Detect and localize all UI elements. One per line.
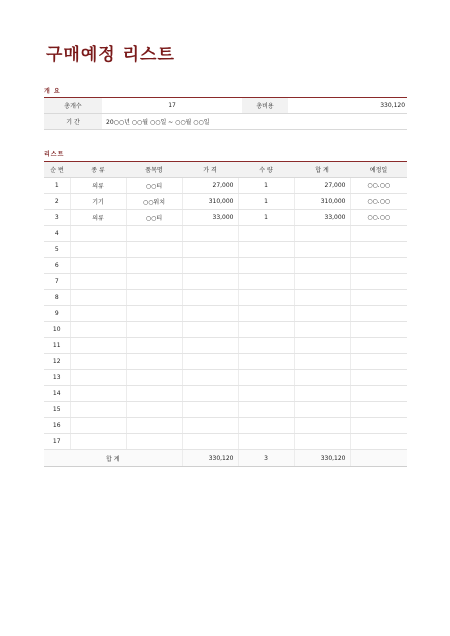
total-cost-value: 330,120 xyxy=(288,98,407,114)
col-header-price: 가 격 xyxy=(182,162,238,178)
total-price: 330,120 xyxy=(182,450,238,467)
total-count-label: 총개수 xyxy=(44,98,102,114)
row-sum xyxy=(294,370,350,386)
row-sum xyxy=(294,354,350,370)
period-label: 기 간 xyxy=(44,114,102,130)
row-item-name xyxy=(126,242,182,258)
row-sum xyxy=(294,242,350,258)
row-type xyxy=(70,226,126,242)
col-header-qty: 수 량 xyxy=(238,162,294,178)
row-date xyxy=(350,322,407,338)
table-row xyxy=(44,354,407,370)
row-type xyxy=(70,434,126,450)
total-date xyxy=(350,450,407,467)
row-item-name: ○○티 xyxy=(126,210,182,226)
row-qty xyxy=(238,338,294,354)
row-number: 17 xyxy=(44,434,70,450)
table-row xyxy=(44,178,407,194)
row-date xyxy=(350,258,407,274)
overview-row-count xyxy=(44,98,407,114)
row-qty xyxy=(238,370,294,386)
row-number: 13 xyxy=(44,370,70,386)
row-type xyxy=(70,306,126,322)
row-price xyxy=(182,274,238,290)
row-date xyxy=(350,226,407,242)
row-qty xyxy=(238,306,294,322)
row-type xyxy=(70,402,126,418)
row-price: 310,000 xyxy=(182,194,238,210)
row-number: 10 xyxy=(44,322,70,338)
row-number: 12 xyxy=(44,354,70,370)
row-number: 14 xyxy=(44,386,70,402)
row-qty xyxy=(238,290,294,306)
row-date xyxy=(350,290,407,306)
row-qty xyxy=(238,274,294,290)
row-qty xyxy=(238,434,294,450)
row-type xyxy=(70,354,126,370)
row-qty: 1 xyxy=(238,178,294,194)
row-date xyxy=(350,354,407,370)
row-price xyxy=(182,402,238,418)
row-number: 8 xyxy=(44,290,70,306)
row-date: ○○.○○ xyxy=(350,210,407,226)
row-item-name xyxy=(126,402,182,418)
overview-row-period xyxy=(44,114,407,130)
row-qty xyxy=(238,226,294,242)
list-header-row xyxy=(44,162,407,178)
total-qty: 3 xyxy=(238,450,294,467)
row-item-name xyxy=(126,290,182,306)
row-item-name xyxy=(126,322,182,338)
table-row xyxy=(44,306,407,322)
row-qty xyxy=(238,242,294,258)
total-label: 합 계 xyxy=(44,450,182,467)
row-date xyxy=(350,274,407,290)
row-price xyxy=(182,370,238,386)
row-item-name xyxy=(126,386,182,402)
row-sum: 33,000 xyxy=(294,210,350,226)
table-row xyxy=(44,434,407,450)
row-type: 의류 xyxy=(70,178,126,194)
row-number: 15 xyxy=(44,402,70,418)
total-cost-label: 총비용 xyxy=(242,98,288,114)
row-item-name xyxy=(126,434,182,450)
table-row xyxy=(44,274,407,290)
row-price xyxy=(182,226,238,242)
row-sum xyxy=(294,274,350,290)
row-item-name xyxy=(126,226,182,242)
row-price xyxy=(182,386,238,402)
overview-section-label: 개 요 xyxy=(44,88,61,95)
row-item-name xyxy=(126,306,182,322)
table-row xyxy=(44,338,407,354)
total-sum: 330,120 xyxy=(294,450,350,467)
row-sum xyxy=(294,306,350,322)
overview-table xyxy=(44,97,407,130)
row-date: ○○.○○ xyxy=(350,178,407,194)
row-qty: 1 xyxy=(238,194,294,210)
table-row xyxy=(44,226,407,242)
col-header-item: 품목명 xyxy=(126,162,182,178)
row-price xyxy=(182,258,238,274)
row-sum xyxy=(294,226,350,242)
row-date: ○○.○○ xyxy=(350,194,407,210)
row-type: 의류 xyxy=(70,210,126,226)
row-number: 7 xyxy=(44,274,70,290)
table-row xyxy=(44,322,407,338)
row-price xyxy=(182,242,238,258)
table-row xyxy=(44,386,407,402)
row-sum xyxy=(294,290,350,306)
row-qty xyxy=(238,354,294,370)
row-price xyxy=(182,434,238,450)
row-type xyxy=(70,322,126,338)
row-number: 3 xyxy=(44,210,70,226)
row-sum xyxy=(294,402,350,418)
row-qty xyxy=(238,322,294,338)
table-row xyxy=(44,290,407,306)
list-section-label: 리스트 xyxy=(44,151,65,158)
row-date xyxy=(350,402,407,418)
row-sum xyxy=(294,338,350,354)
period-value: 20○○년 ○○월 ○○일 ~ ○○월 ○○일 xyxy=(102,114,407,130)
total-count-value: 17 xyxy=(102,98,242,114)
table-row xyxy=(44,194,407,210)
row-type: 기기 xyxy=(70,194,126,210)
row-price xyxy=(182,290,238,306)
row-date xyxy=(350,418,407,434)
row-type xyxy=(70,258,126,274)
row-type xyxy=(70,418,126,434)
row-price xyxy=(182,418,238,434)
row-qty xyxy=(238,258,294,274)
row-number: 1 xyxy=(44,178,70,194)
row-sum xyxy=(294,434,350,450)
row-date xyxy=(350,434,407,450)
table-row xyxy=(44,418,407,434)
row-item-name xyxy=(126,338,182,354)
row-qty xyxy=(238,402,294,418)
row-qty: 1 xyxy=(238,210,294,226)
row-sum xyxy=(294,322,350,338)
table-row xyxy=(44,258,407,274)
list-body xyxy=(44,178,407,467)
row-type xyxy=(70,338,126,354)
purchase-list-table xyxy=(44,161,407,467)
row-qty xyxy=(238,386,294,402)
total-row xyxy=(44,450,407,467)
row-number: 2 xyxy=(44,194,70,210)
row-item-name xyxy=(126,274,182,290)
row-price xyxy=(182,306,238,322)
row-number: 6 xyxy=(44,258,70,274)
row-number: 16 xyxy=(44,418,70,434)
row-item-name xyxy=(126,418,182,434)
row-item-name: ○○티 xyxy=(126,178,182,194)
row-price xyxy=(182,354,238,370)
row-item-name xyxy=(126,258,182,274)
row-date xyxy=(350,242,407,258)
row-item-name: ○○워치 xyxy=(126,194,182,210)
row-price: 27,000 xyxy=(182,178,238,194)
row-type xyxy=(70,274,126,290)
row-price: 33,000 xyxy=(182,210,238,226)
row-sum xyxy=(294,418,350,434)
col-header-no: 순 번 xyxy=(44,162,70,178)
row-date xyxy=(350,386,407,402)
row-date xyxy=(350,370,407,386)
col-header-date: 예정일 xyxy=(350,162,407,178)
row-price xyxy=(182,322,238,338)
row-sum xyxy=(294,386,350,402)
row-sum: 27,000 xyxy=(294,178,350,194)
row-item-name xyxy=(126,370,182,386)
row-number: 11 xyxy=(44,338,70,354)
table-row xyxy=(44,242,407,258)
row-type xyxy=(70,370,126,386)
row-type xyxy=(70,242,126,258)
table-row xyxy=(44,210,407,226)
table-row xyxy=(44,370,407,386)
table-row xyxy=(44,402,407,418)
page-title: 구매예정 리스트 xyxy=(46,45,175,65)
col-header-sum: 합 계 xyxy=(294,162,350,178)
row-number: 5 xyxy=(44,242,70,258)
row-number: 4 xyxy=(44,226,70,242)
col-header-type: 종 류 xyxy=(70,162,126,178)
row-date xyxy=(350,306,407,322)
row-number: 9 xyxy=(44,306,70,322)
row-sum: 310,000 xyxy=(294,194,350,210)
row-type xyxy=(70,290,126,306)
row-date xyxy=(350,338,407,354)
row-type xyxy=(70,386,126,402)
row-item-name xyxy=(126,354,182,370)
row-qty xyxy=(238,418,294,434)
row-sum xyxy=(294,258,350,274)
row-price xyxy=(182,338,238,354)
